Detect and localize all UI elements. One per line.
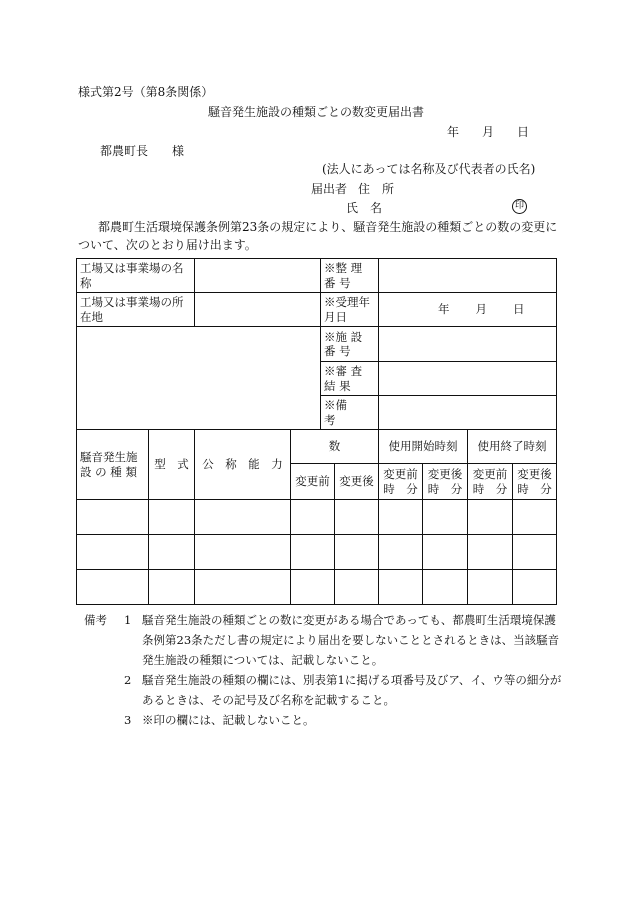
end-after-header: 変更後 時 分 bbox=[513, 464, 557, 500]
note-3-text: ※印の欄には、記載しないこと。 bbox=[142, 713, 315, 727]
notes-label: 備考 bbox=[84, 613, 107, 627]
review-result-value bbox=[379, 362, 557, 396]
note-2-text: 騒音発生施設の種類の欄には、別表第1に掲げる項番号及びア、イ、ウ等の細分があるときは、その記号及び名称を記載すること。 bbox=[142, 673, 562, 707]
received-date-value bbox=[379, 293, 557, 327]
facility-number-label: ※施 設 番 号 bbox=[321, 327, 379, 362]
end-before-header: 変更前 時 分 bbox=[468, 464, 513, 500]
application-table bbox=[76, 258, 557, 605]
note-2-number: 2 bbox=[124, 673, 132, 687]
notes-section bbox=[84, 610, 564, 730]
addressee-name: 都農町長 bbox=[100, 144, 149, 158]
ref-number-value bbox=[379, 259, 557, 293]
date-day: 日 bbox=[517, 125, 530, 139]
table-row bbox=[77, 570, 557, 605]
date-year: 年 bbox=[447, 125, 460, 139]
capacity-header: 公 称 能 力 bbox=[195, 430, 291, 500]
start-before-header: 変更前 時 分 bbox=[379, 464, 423, 500]
factory-name-value[interactable] bbox=[195, 259, 321, 293]
note-1 bbox=[84, 610, 564, 670]
addressee-honorific: 様 bbox=[172, 144, 185, 158]
page-title: 騒音発生施設の種類ごとの数変更届出書 bbox=[208, 105, 425, 119]
blank-area bbox=[77, 327, 321, 430]
received-month: 月 bbox=[475, 302, 487, 317]
start-after-header: 変更後 時 分 bbox=[423, 464, 468, 500]
model-header: 型 式 bbox=[149, 430, 195, 500]
name-label: 氏 名 bbox=[346, 201, 383, 215]
end-time-header: 使用終了時刻 bbox=[468, 430, 557, 464]
corporate-note: (法人にあっては名称及び代表者の氏名) bbox=[322, 162, 536, 176]
note-1-number: 1 bbox=[124, 613, 132, 627]
note-3-number: 3 bbox=[124, 713, 132, 727]
date-month: 月 bbox=[482, 125, 495, 139]
received-date-label: ※受理年月日 bbox=[321, 293, 379, 327]
count-before-header: 変更前 bbox=[291, 464, 335, 500]
table-row bbox=[77, 500, 557, 535]
form-number: 様式第2号（第8条関係） bbox=[78, 85, 214, 99]
seal-mark: 印 bbox=[512, 199, 527, 214]
start-time-header: 使用開始時刻 bbox=[379, 430, 468, 464]
factory-address-label: 工場又は事業場の所在地 bbox=[77, 293, 195, 327]
ref-number-label: ※整 理 番 号 bbox=[321, 259, 379, 293]
facility-number-value bbox=[379, 327, 557, 362]
received-day: 日 bbox=[513, 302, 525, 317]
factory-address-value[interactable] bbox=[195, 293, 321, 327]
body-text-line1: 都農町生活環境保護条例第23条の規定により、騒音発生施設の種類ごとの数の変更に bbox=[98, 220, 558, 234]
note-1-text: 騒音発生施設の種類ごとの数に変更がある場合であっても、都農町生活環境保護条例第23条ただし書の規定により届出を要しないこととされるときは、当該騒音発生施設の種類については、記載しないこと。 bbox=[142, 613, 560, 667]
applicant-label: 届出者 bbox=[311, 182, 348, 196]
address-label: 住 所 bbox=[358, 182, 395, 196]
received-year: 年 bbox=[438, 302, 450, 317]
remarks-label: ※備 考 bbox=[321, 396, 379, 430]
note-3 bbox=[84, 710, 564, 730]
facility-type-header: 騒音発生施設 の 種 類 bbox=[77, 430, 149, 500]
factory-name-label: 工場又は事業場の名称 bbox=[77, 259, 195, 293]
count-after-header: 変更後 bbox=[335, 464, 379, 500]
note-2 bbox=[84, 670, 564, 710]
body-text-line2: ついて、次のとおり届け出ます。 bbox=[78, 238, 257, 252]
count-header: 数 bbox=[291, 430, 379, 464]
remarks-value bbox=[379, 396, 557, 430]
table-row bbox=[77, 535, 557, 570]
review-result-label: ※審 査 結 果 bbox=[321, 362, 379, 396]
